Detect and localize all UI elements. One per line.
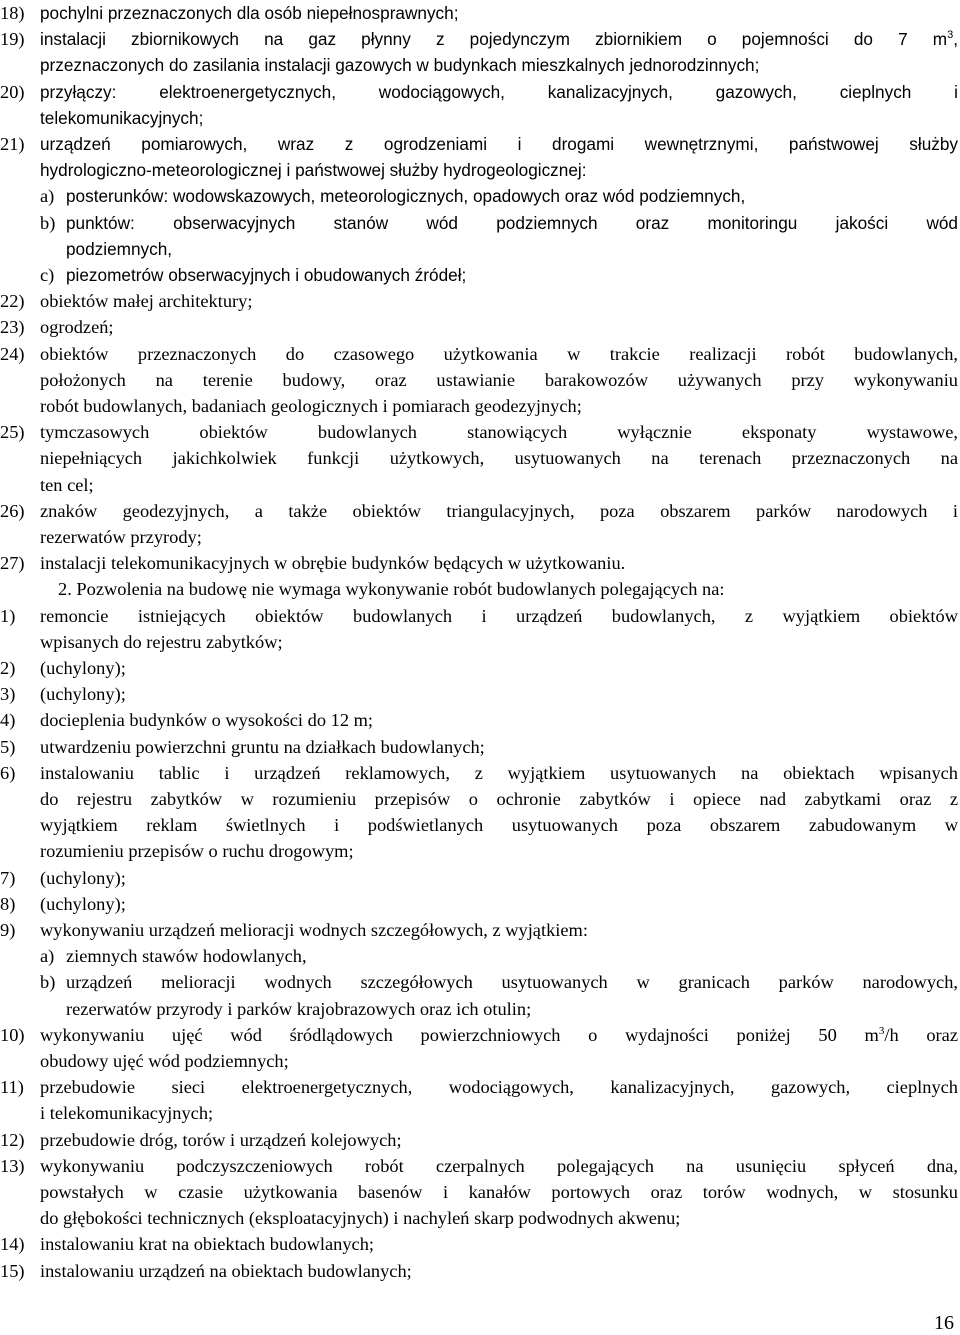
item-number: 7) <box>0 867 16 888</box>
text-line-content: (uchylony); <box>40 658 126 678</box>
text-line <box>40 393 958 419</box>
text-line-content: rozumieniu przepisów o ruchu drogowym; <box>40 841 354 862</box>
item-text <box>40 1074 958 1126</box>
text-line-content: przeznaczonych do zasilania instalacji gazowych w budynkach mieszkalnych jednorodzinnych; <box>40 55 760 76</box>
item-number: b) <box>40 212 56 233</box>
item-number: 3) <box>0 684 16 705</box>
item-number: 22) <box>0 291 25 312</box>
item-text <box>40 79 958 131</box>
text-line-content: hydrologiczno-meteorologicznej i państwowej służby hydrogeologicznej: <box>40 160 587 181</box>
item-number: 27) <box>0 553 25 574</box>
item-text <box>40 707 958 733</box>
text-line <box>58 576 958 602</box>
item-text <box>40 734 958 760</box>
text-line-content: obiektów małej architektury; <box>40 291 253 312</box>
text-line-content: ziemnych stawów hodowlanych, <box>66 946 307 967</box>
item-number: 12) <box>0 1129 25 1150</box>
text-line-content: położonych na terenie budowy, oraz ustawianie barakowozów używanych przy wykonywaniu <box>40 369 958 390</box>
item-text <box>40 550 958 576</box>
text-line <box>40 472 958 498</box>
text-line-content: obudowy ujęć wód podziemnych; <box>40 1050 289 1071</box>
item-text <box>40 1022 958 1074</box>
text-line-content: wykonywaniu urządzeń melioracji wodnych szczegółowych, z wyjątkiem: <box>40 920 588 940</box>
text-line <box>40 524 958 550</box>
item-text <box>40 419 958 498</box>
text-line <box>40 1179 958 1205</box>
text-line-content: posterunków: wodowskazowych, meteorologicznych, opadowych oraz wód podziemnych, <box>66 186 746 207</box>
item-number: 15) <box>0 1260 25 1281</box>
item-text <box>58 576 958 602</box>
text-line <box>40 838 958 864</box>
item-number: 11) <box>0 1077 24 1098</box>
text-line <box>40 865 958 891</box>
text-line-content: niepełniących jakichkolwiek funkcji użytkowych, usytuowanych na terenach przeznaczonych na <box>40 448 958 469</box>
text-line <box>40 445 958 471</box>
text-line <box>40 812 958 838</box>
text-line-content: do głębokości technicznych (eksploatacyjnych) i nachyleń skarp podwodnych akwenu; <box>40 1208 681 1229</box>
item-text <box>40 341 958 420</box>
text-line <box>40 52 958 78</box>
text-line <box>40 341 958 367</box>
superscript: 3 <box>878 1024 885 1037</box>
text-line-content: ten cel; <box>40 474 94 495</box>
item-text <box>40 498 958 550</box>
text-line <box>40 1231 958 1257</box>
item-text <box>40 314 958 340</box>
item-text <box>40 760 958 865</box>
item-text <box>66 183 958 209</box>
item-number: 8) <box>0 893 16 914</box>
text-line <box>40 760 958 786</box>
item-number: 20) <box>0 81 25 102</box>
page-number: 16 <box>934 1312 954 1334</box>
text-line <box>40 550 958 576</box>
text-line-content: pochylni przeznaczonych dla osób niepełnosprawnych; <box>40 3 459 23</box>
text-line <box>66 183 958 209</box>
text-line <box>40 1258 958 1284</box>
item-text <box>40 0 958 26</box>
item-text <box>66 969 958 1021</box>
item-number: 18) <box>0 3 25 23</box>
text-line-content: instalowaniu tablic i urządzeń reklamowych, z wyjątkiem usytuowanych na obiektach wpisanych <box>40 762 958 783</box>
text-line-content: przebudowie sieci elektroenergetycznych, wodociągowych, kanalizacyjnych, gazowych, cieplnych <box>40 1077 958 1098</box>
text-line <box>40 1022 958 1048</box>
text-line <box>40 707 958 733</box>
text-line-content: powstałych w czasie użytkowania basenów i kanałów portowych oraz torów wodnych, w stosunku <box>40 1181 958 1202</box>
text-line <box>40 1153 958 1179</box>
text-line <box>40 655 958 681</box>
item-number: a) <box>40 946 55 967</box>
text-line-content: wykonywaniu ujęć wód śródlądowych powierzchniowych o wydajności poniżej 50 m <box>40 1024 879 1045</box>
text-line-content: 2. Pozwolenia na budowę nie wymaga wykonywanie robót budowlanych polegających na: <box>58 579 725 600</box>
text-line-content: znaków geodezyjnych, a także obiektów triangulacyjnych, poza obszarem parków narodowych i <box>40 500 958 521</box>
item-number: 4) <box>0 710 16 731</box>
item-text <box>40 1258 958 1284</box>
item-number: 19) <box>0 29 25 50</box>
item-number: 14) <box>0 1234 25 1255</box>
text-line <box>40 734 958 760</box>
text-line-content: obiektów przeznaczonych do czasowego użytkowania w trakcie realizacji robót budowlanych, <box>40 343 958 364</box>
item-text <box>40 1153 958 1232</box>
text-line <box>40 105 958 131</box>
item-text <box>66 943 958 969</box>
item-number: 26) <box>0 500 25 521</box>
text-line <box>40 629 958 655</box>
text-line <box>40 1048 958 1074</box>
text-line <box>40 131 958 157</box>
item-number: 25) <box>0 422 25 443</box>
text-line-content: instalowaniu krat na obiektach budowlanych; <box>40 1234 375 1255</box>
item-number: 23) <box>0 317 25 338</box>
text-line-content: wpisanych do rejestru zabytków; <box>40 631 283 652</box>
text-line-content: wyjątkiem reklam świetlnych i podświetlanych usytuowanych poza obszarem zabudowanym w <box>40 815 958 836</box>
text-line <box>40 1205 958 1231</box>
text-line-content: podziemnych, <box>66 238 173 259</box>
text-line <box>40 288 958 314</box>
item-text <box>40 1231 958 1257</box>
item-number: b) <box>40 972 56 993</box>
item-text <box>40 681 958 707</box>
text-line <box>66 969 958 995</box>
text-line-content: (uchylony); <box>40 867 126 888</box>
item-text <box>40 26 958 78</box>
text-line <box>40 498 958 524</box>
text-line-content: docieplenia budynków o wysokości do 12 m; <box>40 710 374 731</box>
text-line <box>66 943 958 969</box>
text-line-content: (uchylony); <box>40 684 126 705</box>
text-line <box>40 786 958 812</box>
text-line-content: i telekomunikacyjnych; <box>40 1103 214 1124</box>
text-line <box>40 1127 958 1153</box>
item-text <box>40 131 958 183</box>
text-line <box>66 262 958 288</box>
item-number: 1) <box>0 605 16 626</box>
text-line-content: (uchylony); <box>40 893 126 914</box>
text-line <box>40 1100 958 1126</box>
item-number: 2) <box>0 658 16 678</box>
item-text <box>66 210 958 262</box>
item-number: a) <box>40 186 55 207</box>
text-line-content: urządzeń pomiarowych, wraz z ogrodzeniami i drogami wewnętrznymi, państwowej służby <box>40 134 958 154</box>
text-line-content: ogrodzeń; <box>40 317 114 338</box>
text-line <box>40 314 958 340</box>
item-text <box>40 1127 958 1153</box>
superscript: 3 <box>947 29 954 42</box>
item-text <box>40 891 958 917</box>
text-line-content: piezometrów obserwacyjnych i obudowanych źródeł; <box>66 265 467 285</box>
text-line-content: przebudowie dróg, torów i urządzeń kolejowych; <box>40 1129 402 1150</box>
text-line-content: do rejestru zabytków w rozumieniu przepisów o ochronie zabytków i opiece nad zabytkami oraz z <box>40 788 958 809</box>
item-number: 21) <box>0 134 25 154</box>
text-line-content: instalacji telekomunikacyjnych w obrębie budynków będących w użytkowaniu. <box>40 553 626 574</box>
text-line-content: tymczasowych obiektów budowlanych stanowiących wyłącznie eksponaty wystawowe, <box>40 422 958 443</box>
item-text <box>66 262 958 288</box>
text-line-content: instalacji zbiornikowych na gaz płynny z pojedynczym zbiornikiem o pojemności do 7 m <box>40 29 948 50</box>
text-line <box>40 891 958 917</box>
item-text <box>40 655 958 681</box>
text-line <box>40 157 958 183</box>
text-line-content: rezerwatów przyrody; <box>40 526 202 547</box>
text-line-content: punktów: obserwacyjnych stanów wód podziemnych oraz monitoringu jakości wód <box>66 212 958 233</box>
text-line-content: urządzeń melioracji wodnych szczegółowych usytuowanych w granicach parków narodowych, <box>66 972 958 993</box>
item-number: 6) <box>0 762 16 783</box>
item-number: 5) <box>0 736 16 757</box>
text-line-content: wykonywaniu podczyszczeniowych robót czerpalnych polegających na usunięciu spłyceń dna, <box>40 1155 958 1176</box>
text-line-content: przyłączy: elektroenergetycznych, wodociągowych, kanalizacyjnych, gazowych, cieplnych i <box>40 81 958 102</box>
text-line <box>66 236 958 262</box>
text-line <box>40 681 958 707</box>
text-line <box>40 367 958 393</box>
text-line-content: telekomunikacyjnych; <box>40 107 204 128</box>
text-line <box>40 917 958 943</box>
text-line <box>66 210 958 236</box>
text-line <box>66 996 958 1022</box>
item-number: c) <box>40 265 55 285</box>
item-text <box>40 865 958 891</box>
text-line-content: instalowaniu urządzeń na obiektach budowlanych; <box>40 1260 412 1281</box>
text-line-content: robót budowlanych, badaniach geologicznych i pomiarach geodezyjnych; <box>40 395 582 416</box>
text-line <box>40 26 958 52</box>
text-line-content: utwardzeniu powierzchni gruntu na działkach budowlanych; <box>40 736 485 757</box>
text-line <box>40 603 958 629</box>
text-line <box>40 0 958 26</box>
item-number: 9) <box>0 920 16 940</box>
text-line <box>40 1074 958 1100</box>
text-after-superscript: /h oraz <box>884 1024 958 1045</box>
text-line-content: rezerwatów przyrody i parków krajobrazowych oraz ich otulin; <box>66 998 532 1019</box>
item-text <box>40 603 958 655</box>
text-line <box>40 79 958 105</box>
text-after-superscript: , <box>953 29 958 50</box>
text-line <box>40 419 958 445</box>
item-number: 13) <box>0 1155 25 1176</box>
item-number: 10) <box>0 1024 25 1045</box>
text-line-content: remoncie istniejących obiektów budowlanych i urządzeń budowlanych, z wyjątkiem obiektów <box>40 605 958 626</box>
item-number: 24) <box>0 343 25 364</box>
item-text <box>40 288 958 314</box>
item-text <box>40 917 958 943</box>
